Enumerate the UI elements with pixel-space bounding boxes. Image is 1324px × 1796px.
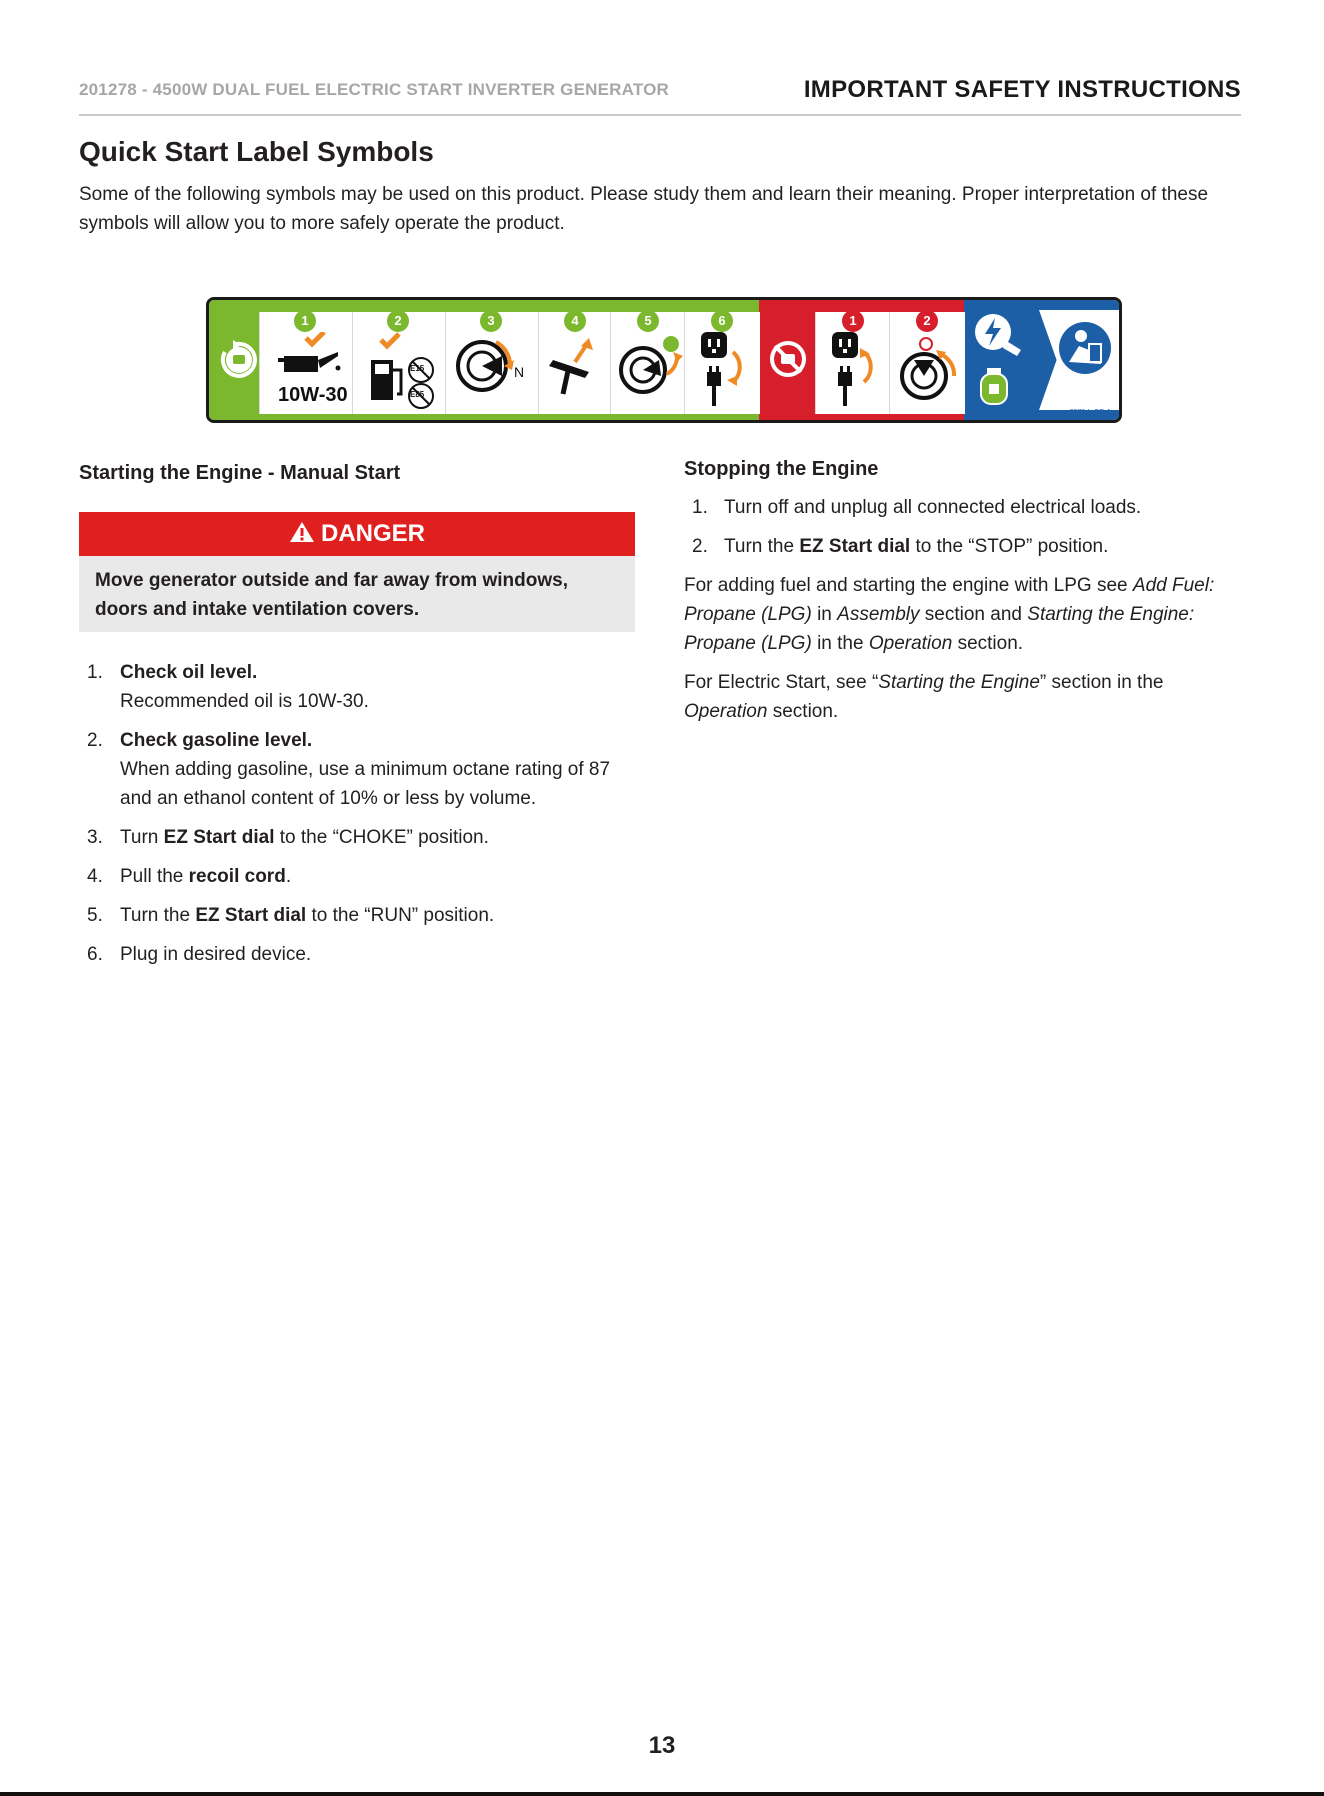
step-number: 6. [87,944,103,965]
text-run: section and [919,604,1028,625]
step-number: 5. [87,905,103,926]
text-run: section. [767,701,839,722]
step-number-badge: 2 [916,310,938,332]
list-item [79,658,635,716]
manual-start-steps [79,658,635,979]
text-run: in [811,604,838,625]
stopping-steps [684,493,1244,561]
fuel-check-tile [352,312,446,414]
list-item [79,823,635,852]
list-item [79,862,635,891]
cross-reference: Operation [868,633,953,654]
step-emphasis: recoil cord [188,866,286,887]
plug-in-icon [699,332,749,412]
page-header [79,76,1241,116]
propane-tank-icon [977,366,1011,406]
text-run: section. [952,633,1024,654]
e85-mark: E85 [410,390,425,399]
quick-start-title: Quick Start Label Symbols [79,136,434,167]
step-number-badge: 1 [294,310,316,332]
cross-reference: Add Fuel: Propane (LPG) [684,575,1215,625]
step-number-badge: 2 [387,310,409,332]
danger-header [79,512,635,556]
electric-start-icon [971,310,1029,362]
text-run: For adding fuel and starting the engine with LPG see [684,575,1133,596]
choke-tile [445,312,539,414]
engine-stop-icon [765,336,811,382]
stopping-section [684,458,1244,736]
list-item [79,901,635,930]
list-item [684,493,1244,522]
step-number-badge: 5 [637,310,659,332]
plug-in-tile [684,312,760,414]
text-run: For Electric Start, see “ [684,672,879,693]
cross-reference: Operation [684,701,768,722]
list-item [79,940,635,969]
text-run: ” section in the [1039,672,1164,693]
quick-start-intro: Some of the following symbols may be used on this product. Please study them and learn their meaning. Proper interpretation of these symbols will allow you to more safely operate the product. [79,184,1209,234]
step-text: Turn the [120,905,196,926]
cross-reference: Starting the Engine: Propane (LPG) [684,604,1195,654]
step-detail: Recommended oil is 10W-30. [120,691,369,712]
read-manual-icon [1057,320,1113,376]
text-run: in the [811,633,869,654]
step-number: 2. [87,730,103,751]
step-emphasis: EZ Start dial [799,536,911,557]
step-number: 3. [87,827,103,848]
oil-can-icon [278,332,342,378]
choke-mark: N [514,364,525,380]
lpg-reference-paragraph [684,571,1244,658]
step-text: Turn [120,827,164,848]
step-number: 2. [692,536,708,557]
step-number: 1. [87,662,103,683]
step-text: to the “RUN” position. [306,905,495,926]
run-tile [610,312,685,414]
page-number: 13 [648,1732,676,1759]
step-text: Pull the [120,866,189,887]
danger-callout [79,512,635,632]
dial-run-icon [615,334,685,398]
recoil-handle-icon [549,336,601,396]
step-emphasis: EZ Start dial [163,827,275,848]
section-label: IMPORTANT SAFETY INSTRUCTIONS [803,76,1241,103]
stop-dial-tile [889,312,965,414]
step-number-badge: 4 [564,310,586,332]
step-text: to the “STOP” position. [910,536,1109,557]
step-emphasis: EZ Start dial [195,905,307,926]
step-text: Turn the [724,536,800,557]
oil-check-tile [259,312,353,414]
list-item [79,726,635,813]
electric-start-paragraph [684,668,1244,726]
label-part-code: 3978-L-OP-A [1069,409,1111,416]
list-item [684,532,1244,561]
warning-triangle-icon [289,514,315,558]
manual-start-heading: Starting the Engine - Manual Start [79,462,401,484]
cross-reference: Starting the Engine [878,672,1040,693]
step-text: Turn off and unplug all connected electrical loads. [724,497,1142,518]
step-detail: When adding gasoline, use a minimum octane rating of 87 and an ethanol content of 10% or less by volume. [120,759,611,809]
fuel-pump-icon [365,330,441,410]
stopping-heading: Stopping the Engine [684,458,879,480]
danger-message: Move generator outside and far away from windows, doors and intake ventilation covers. [95,570,568,620]
document-title: 201278 - 4500W DUAL FUEL ELECTRIC START INVERTER GENERATOR [79,80,670,99]
recoil-tile [538,312,611,414]
danger-label: DANGER [320,520,425,547]
unplug-tile [815,312,890,414]
bottom-divider [0,1792,1324,1796]
step-text: . [285,866,292,887]
step-number: 4. [87,866,103,887]
step-title: Check gasoline level. [120,730,313,751]
oil-type-text: 10W-30 [278,384,348,406]
unplug-icon [830,332,880,412]
e15-mark: E15 [410,364,425,373]
step-number-badge: 3 [480,310,502,332]
cross-reference: Assembly [837,604,920,625]
manual-start-section [79,462,635,965]
engine-start-icon [217,338,257,382]
step-number-badge: 1 [842,310,864,332]
step-title: Check oil level. [120,662,258,683]
step-number: 1. [692,497,708,518]
dial-stop-icon [896,332,964,402]
step-number-badge: 6 [711,310,733,332]
quick-start-label [206,297,1122,423]
step-text: to the “CHOKE” position. [274,827,489,848]
step-text: Plug in desired device. [120,944,312,965]
